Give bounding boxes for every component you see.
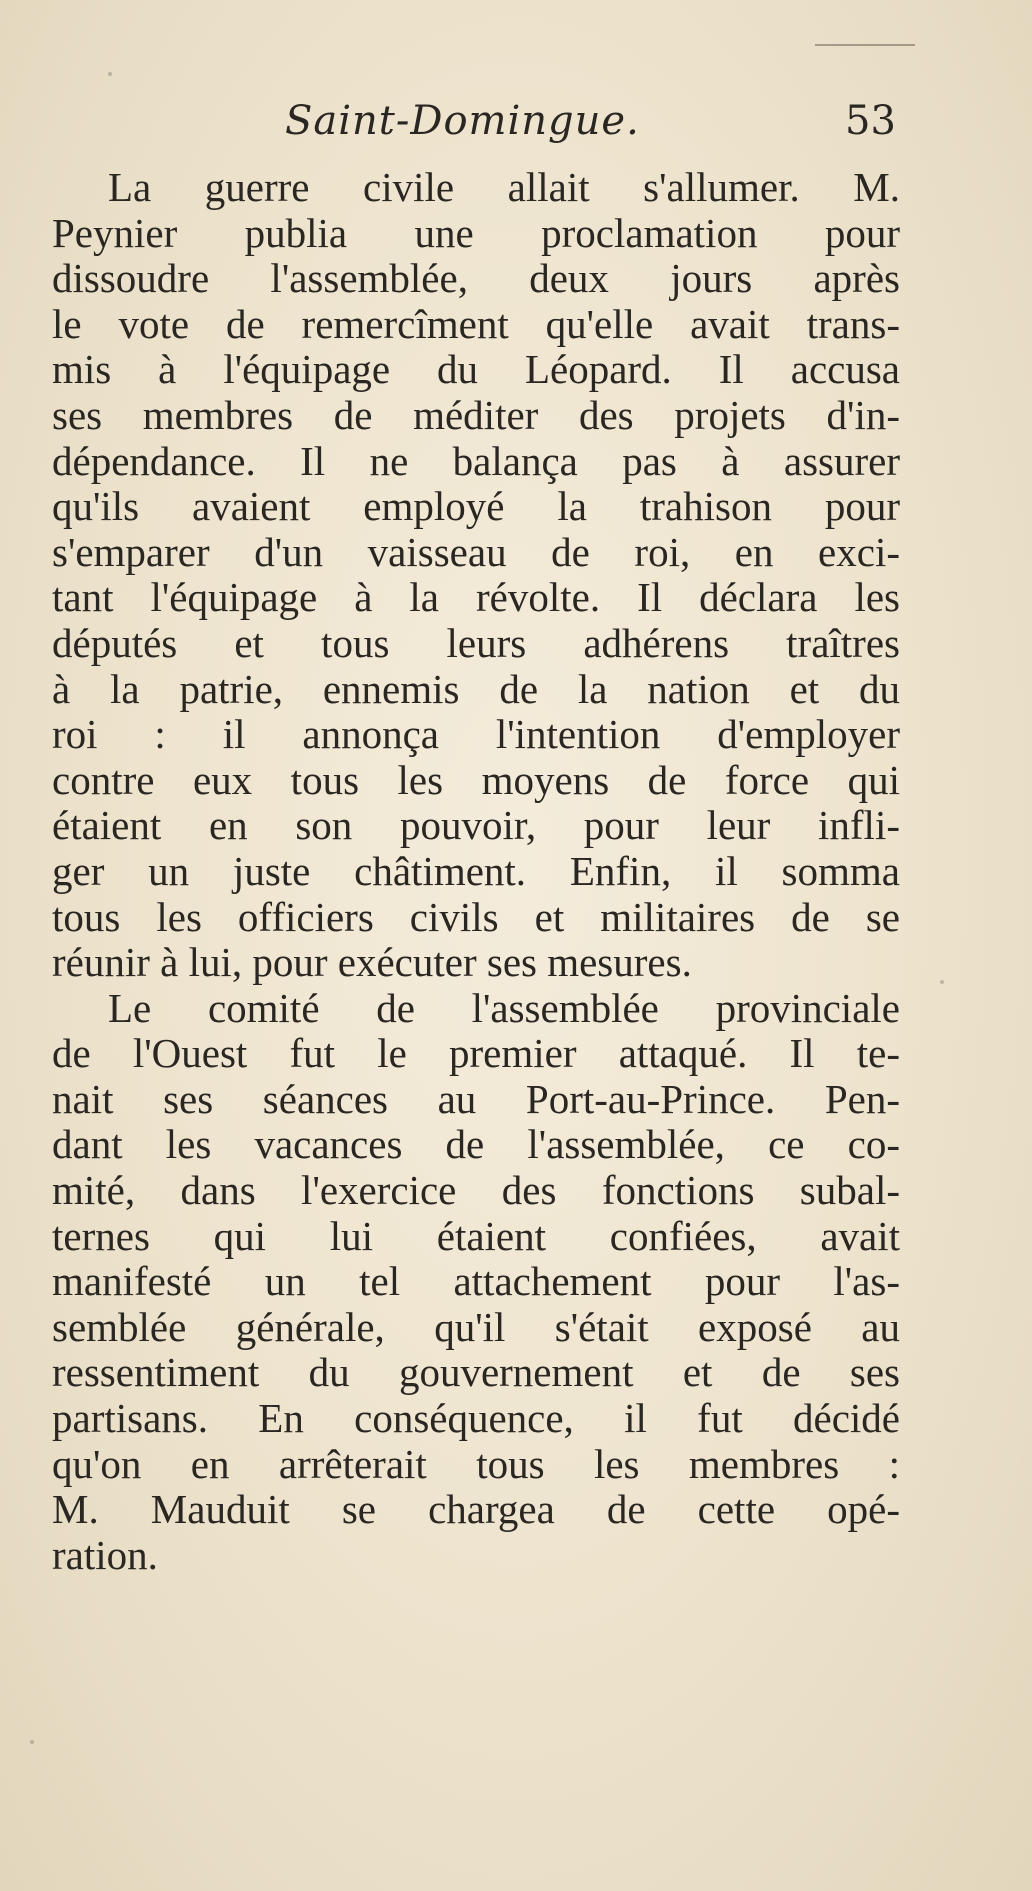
text-line: ternes qui lui étaient confiées, avait bbox=[52, 1212, 900, 1259]
paper-speck bbox=[108, 72, 112, 76]
page-number: 53 bbox=[845, 98, 896, 144]
text-line: députés et tous leurs adhérens traîtres bbox=[52, 619, 900, 666]
text-line: partisans. En conséquence, il fut décidé bbox=[52, 1395, 900, 1442]
running-head bbox=[0, 98, 1032, 158]
text-line: M. Mauduit se chargea de cette opé- bbox=[52, 1486, 900, 1533]
text-line: dissoudre l'assemblée, deux jours après bbox=[52, 255, 900, 302]
text-line: s'emparer d'un vaisseau de roi, en exci- bbox=[52, 528, 900, 575]
text-line: tous les officiers civils et militaires de se bbox=[52, 893, 900, 940]
text-line: dépendance. Il ne balança pas à assurer bbox=[52, 437, 900, 484]
text-line: Le comité de l'assemblée provinciale bbox=[108, 984, 900, 1031]
text-line: nait ses séances au Port-au-Prince. Pen- bbox=[52, 1075, 900, 1122]
text-line: ger un juste châtiment. Enfin, il somma bbox=[52, 847, 900, 894]
text-line: de l'Ouest fut le premier attaqué. Il te- bbox=[52, 1030, 900, 1077]
paper-speck bbox=[30, 1740, 34, 1744]
ink-rule-mark bbox=[815, 44, 915, 46]
text-line: qu'on en arrêterait tous les membres : bbox=[52, 1440, 900, 1487]
text-line: réunir à lui, pour exécuter ses mesures. bbox=[52, 939, 692, 986]
text-line: mité, dans l'exercice des fonctions subal- bbox=[52, 1167, 900, 1214]
text-line: La guerre civile allait s'allumer. M. bbox=[108, 164, 900, 210]
text-line: qu'ils avaient employé la trahison pour bbox=[52, 483, 900, 530]
text-line: ses membres de méditer des projets d'in- bbox=[52, 391, 900, 438]
text-line: ressentiment du gouvernement et de ses bbox=[52, 1349, 900, 1396]
text-line: ration. bbox=[52, 1531, 158, 1578]
text-line: contre eux tous les moyens de force qui bbox=[52, 756, 900, 803]
text-line: Peynier publia une proclamation pour bbox=[52, 209, 900, 256]
body-text bbox=[52, 165, 900, 1578]
text-line: le vote de remercîment qu'elle avait trans- bbox=[52, 300, 900, 347]
text-line: dant les vacances de l'assemblée, ce co- bbox=[52, 1121, 900, 1168]
text-line: roi : il annonça l'intention d'employer bbox=[52, 711, 900, 758]
text-line: semblée générale, qu'il s'était exposé au bbox=[52, 1303, 900, 1350]
paper-speck bbox=[940, 980, 944, 984]
running-head-title: Saint-Domingue. bbox=[285, 98, 640, 144]
text-line: à la patrie, ennemis de la nation et du bbox=[52, 665, 900, 712]
text-line: mis à l'équipage du Léopard. Il accusa bbox=[52, 346, 900, 393]
text-line: tant l'équipage à la révolte. Il déclara les bbox=[52, 574, 900, 621]
text-line: manifesté un tel attachement pour l'as- bbox=[52, 1258, 900, 1305]
text-line: étaient en son pouvoir, pour leur infli- bbox=[52, 802, 900, 849]
